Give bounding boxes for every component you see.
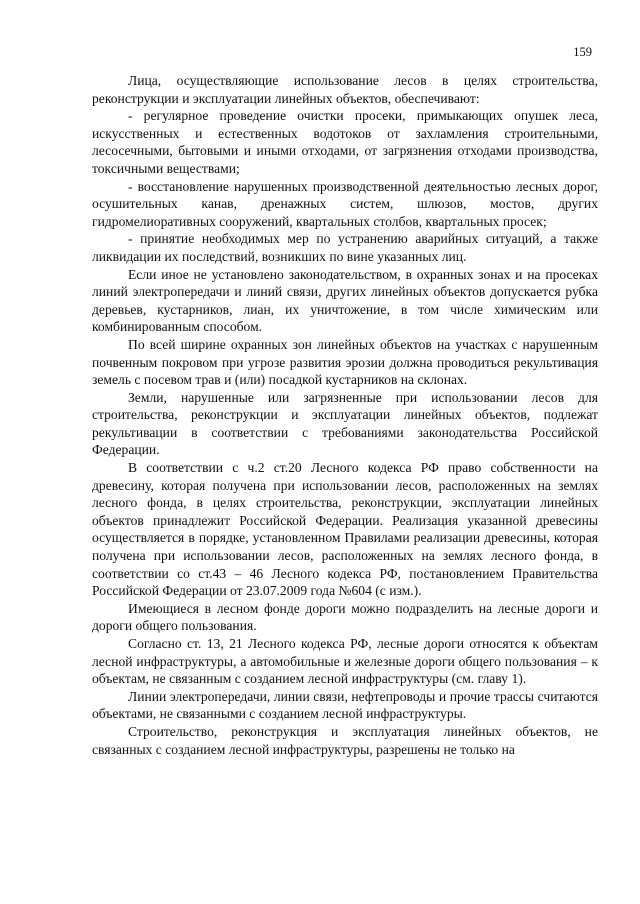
paragraph: Земли, нарушенные или загрязненные при использовании лесов для строительства, реконструкции и эксплуатации линейных объектов, подлежат рекультивации в соответствии с требованиями законодательства Российской Федерации.: [92, 389, 598, 458]
paragraph: Имеющиеся в лесном фонде дороги можно подразделить на лесные дороги и дороги общего пользования.: [92, 600, 598, 634]
paragraph: - регулярное проведение очистки просеки, примыкающих опушек леса, искусственных и естественных водотоков от захламления строительными, лесосечными, бытовыми и иными отходами, от загрязнения отходами производства, токсичными веществами;: [92, 108, 598, 176]
body-text: [92, 72, 598, 758]
paragraph: Строительство, реконструкция и эксплуатация линейных объектов, не связанных с созданием лесной инфраструктуры, разрешены не только на: [92, 723, 598, 757]
paragraph: - принятие необходимых мер по устранению аварийных ситуаций, а также ликвидации их последствий, возникших по вине указанных лиц.: [92, 231, 598, 264]
page-number: 159: [573, 45, 592, 59]
paragraph: - восстановление нарушенных производственной деятельностью лесных дорог, осушительных канав, дренажных систем, шлюзов, мостов, других гидромелиоративных сооружений, квартальных столбов, квартальных просек;: [92, 178, 598, 229]
paragraph: Лица, осуществляющие использование лесов в целях строительства, реконструкции и эксплуатации линейных объектов, обеспечивают:: [92, 73, 598, 106]
paragraph: По всей ширине охранных зон линейных объектов на участках с нарушенным почвенным покровом при угрозе развития эрозии должна проводиться рекультивация земель с посевом трав и (или) посадкой кустарников на склонах.: [92, 336, 598, 388]
paragraph: Согласно ст. 13, 21 Лесного кодекса РФ, лесные дороги относятся к объектам лесной инфраструктуры, а автомобильные и железные дороги общего пользования – к объектам, не связанным с созданием лесной инфраструктуры (см. главу 1).: [92, 636, 598, 687]
paragraph: Линии электропередачи, линии связи, нефтепроводы и прочие трассы считаются объектами, не связанными с созданием лесной инфраструктуры.: [92, 688, 598, 722]
paragraph: В соответствии с ч.2 ст.20 Лесного кодекса РФ право собственности на древесину, которая получена при использовании лесов, расположенных на землях лесного фонда, в целях строительства, реконструкции, эксплуатации линейных объектов принадлежит Российской Федерации. Реализация указанной древесины осуществляется в порядке, установленном Правилами реализации древесины, которая получена при использовании лесов, расположенных на землях лесного фонда, в соответствии со ст.43 – 46 Лесного кодекса РФ, постановлением Правительства Российской Федерации от 23.07.2009 года №604 (с изм.).: [92, 460, 598, 599]
paragraph: Если иное не установлено законодательством, в охранных зонах и на просеках линий электропередачи и линий связи, других линейных объектов допускается рубка деревьев, кустарников, лиан, их уничтожение, в том числе химическим или комбинированным способом.: [92, 266, 598, 335]
